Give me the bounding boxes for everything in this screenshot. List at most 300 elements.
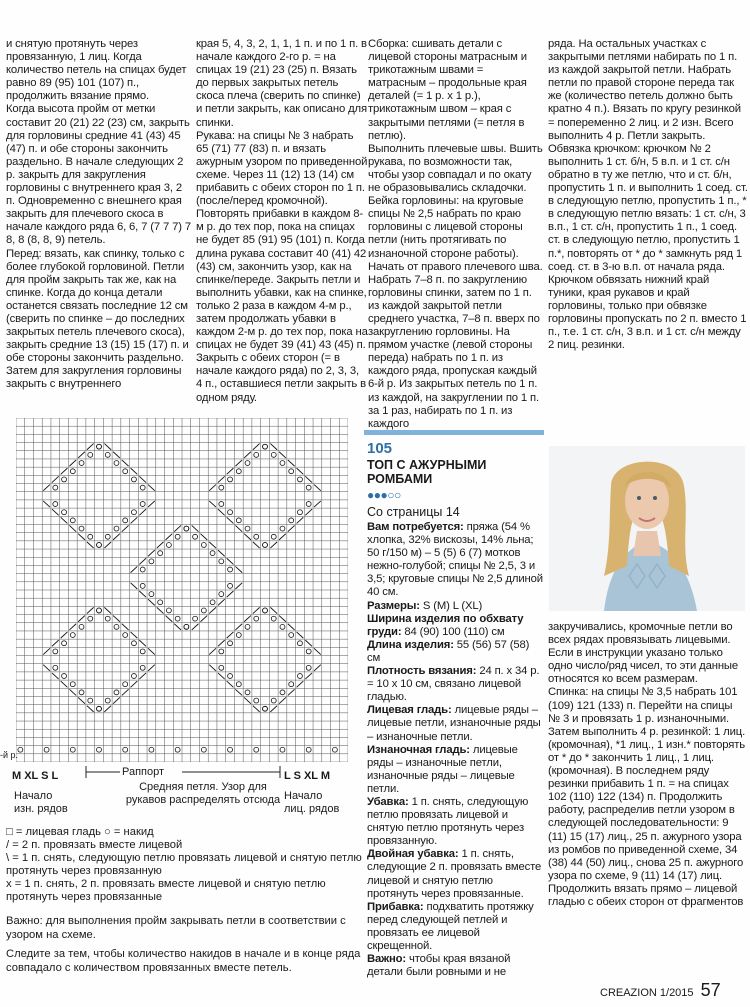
yarn-over-symbol	[62, 641, 67, 646]
k2tog-symbol	[148, 501, 155, 507]
yarn-over-symbol	[306, 485, 311, 490]
ssk-symbol	[61, 681, 68, 687]
k2tog-symbol	[131, 681, 138, 687]
important-note	[6, 915, 362, 975]
yarn-over-symbol	[201, 543, 206, 548]
k2tog-symbol	[305, 673, 312, 679]
yarn-over-symbol	[306, 649, 311, 654]
column-2	[196, 38, 368, 405]
yarn-over-symbol	[289, 633, 294, 638]
yarn-over-symbol	[175, 747, 180, 752]
spec-line	[367, 613, 543, 639]
yarn-over-symbol	[158, 600, 163, 605]
ssk-symbol	[78, 697, 85, 703]
ssk-symbol	[314, 485, 321, 491]
ssk-symbol	[131, 632, 138, 638]
page-footer	[600, 980, 721, 1001]
k2tog-symbol	[87, 607, 94, 613]
ssk-symbol	[122, 624, 129, 630]
ssk-symbol	[288, 624, 295, 630]
yarn-over-symbol	[44, 747, 49, 752]
spec-line	[367, 639, 543, 665]
paragraph: Если в инструкции указано только одно число/ряд чисел, то эти данные относятся ко всем размерам.	[548, 647, 739, 686]
yarn-over-symbol	[228, 567, 233, 572]
ssk-symbol	[122, 460, 129, 466]
ssk-symbol	[288, 460, 295, 466]
paragraph: Обвязка крючком: крючком № 2 выполнить 1 ст. б/н, 5 в.п. и 1 ст. с/н обратно в ту же петлю, что и ст. б/н, пропустить 1 п. и выполнить 1 соед. ст. в следующую петлю, пропустить 1 п., * в следующую петлю вязать: 1 ст. с/н, 3 в.п., 1 ст. с/н, пропустить 1 п., 1 соед. ст. в следующую петлю, пропустить 1 п.*, повторять от * до * замкнуть ряд 1 соед. ст. в 3-ю в.п. от начала ряда. Крючком обвязать нижний край туники, края рукавов и край горловины, только при обвязке горловины пропускать по 2 п. вместо 1 п., т.е. 1 ст. с/н, 3 в.п. и 1 ст. с/н между 2 пиц. резинки.	[548, 142, 748, 352]
yarn-over-symbol	[280, 747, 285, 752]
legend-item: x = 1 п. снять, 2 п. провязать вместе лицевой и снятую петлю протянуть через провязанные	[6, 878, 326, 903]
yarn-over-symbol	[280, 526, 285, 531]
yarn-over-symbol	[201, 608, 206, 613]
ssk-symbol	[87, 706, 94, 712]
k2tog-symbol	[113, 534, 120, 540]
yarn-over-symbol	[289, 469, 294, 474]
paragraph: ряда. На остальных участках с закрытыми петлями набирать по 1 п. из каждой закрытой петли. Набрать петли по правой стороне переда так же (количество петель должно быть кратно 4 п.). Вязать по кругу резинкой = попеременно 2 лиц. и 2 изн. Всего выполнить 4 р. Петли закрыть.	[548, 38, 741, 142]
ssk-symbol	[69, 525, 76, 531]
note-line: Важно: для выполнения пройм закрывать петли в соответствии с узором на схеме.	[6, 915, 346, 941]
yarn-over-symbol	[140, 567, 145, 572]
yarn-over-symbol	[289, 518, 294, 523]
pattern-number: 105	[367, 440, 393, 457]
k2tog-symbol	[148, 665, 155, 671]
yarn-over-symbol	[263, 444, 268, 449]
yarn-over-symbol	[254, 452, 259, 457]
size-letters-left: M XL S L	[12, 770, 59, 782]
k2tog-symbol	[314, 501, 321, 507]
yarn-over-symbol	[114, 461, 119, 466]
repeat-label: Раппорт	[122, 766, 165, 778]
yarn-over-symbol	[149, 559, 154, 564]
ssk-symbol	[104, 444, 111, 450]
spec-text: 1 п. снять, следующую петлю провязать лицевой и снятую петлю протянуть через провязанную.	[367, 795, 529, 848]
spec-line	[367, 665, 543, 704]
yarn-over-symbol	[88, 616, 93, 621]
k2tog-symbol	[87, 444, 94, 450]
chart-legend	[6, 826, 362, 904]
yarn-over-symbol	[79, 624, 84, 629]
ssk-symbol	[305, 640, 312, 646]
yarn-over-symbol	[280, 690, 285, 695]
yarn-over-symbol	[306, 747, 311, 752]
ssk-symbol	[148, 648, 155, 654]
k2tog-symbol	[227, 632, 234, 638]
legend-item: □ = лицевая гладь ○ = накид	[6, 826, 154, 838]
yarn-over-symbol	[97, 543, 102, 548]
k2tog-symbol	[78, 616, 85, 622]
yarn-over-symbol	[70, 747, 75, 752]
pattern-title: ТОП С АЖУРНЫМИ РОМБАМИ	[367, 458, 487, 486]
ssk-symbol	[227, 517, 234, 523]
k2tog-symbol	[61, 632, 68, 638]
yarn-over-symbol	[228, 477, 233, 482]
paragraph: края 5, 4, 3, 2, 1, 1, 1 п. и по 1 п. в начале каждого 2-го р. = на спицах 19 (21) 23 (25) п. Вязать до первых закрытых петель скоса плеча (сверить по спинке) и петли закрыть, как описано для спинки.	[196, 38, 367, 129]
yarn-over-symbol	[97, 608, 102, 613]
ssk-symbol	[43, 665, 50, 671]
yarn-over-symbol	[105, 698, 110, 703]
k2tog-symbol	[227, 591, 234, 597]
yarn-over-symbol	[271, 534, 276, 539]
ssk-symbol	[52, 673, 59, 679]
yarn-over-symbol	[79, 526, 84, 531]
yarn-over-symbol	[53, 502, 58, 507]
yarn-over-symbol	[254, 747, 259, 752]
yarn-over-symbol	[70, 469, 75, 474]
ssk-symbol	[270, 607, 277, 613]
k2tog-symbol	[314, 665, 321, 671]
model-photo	[549, 446, 745, 611]
ssk-symbol	[192, 525, 199, 531]
k2tog-symbol	[131, 566, 138, 572]
k2tog-symbol	[52, 640, 59, 646]
yarn-over-symbol	[140, 502, 145, 507]
ssk-symbol	[174, 624, 181, 630]
magazine-issue: CREAZION 1/2015	[600, 987, 694, 999]
spec-heading: Прибавка:	[367, 900, 424, 913]
yarn-over-symbol	[149, 592, 154, 597]
yarn-over-symbol	[70, 633, 75, 638]
yarn-over-symbol	[140, 665, 145, 670]
yarn-over-symbol	[175, 616, 180, 621]
yarn-over-symbol	[140, 485, 145, 490]
yarn-over-symbol	[70, 682, 75, 687]
spec-text: пряжа (54 % хлопка, 32% вискозы, 14% льна; 50 г/150 м) – 5 (5) 6 (7) мотков нежно-голубой; спицы № 2,5, 3 и 3,5; круговые спицы № 2,5 длиной 40 см.	[367, 521, 543, 599]
spec-text: 1 п. снять, следующие 2 п. провязать вместе лицевой и снятую петлю протянуть через провязанные.	[367, 848, 542, 900]
spec-heading: Вам потребуется:	[367, 521, 464, 533]
column-1	[6, 38, 192, 392]
ssk-symbol	[209, 501, 216, 507]
spec-text: чтобы края вязаной детали были ровными и не	[367, 953, 511, 979]
ssk-symbol	[87, 542, 94, 548]
spec-line	[367, 521, 543, 600]
spec-heading: Двойная убавка:	[367, 848, 459, 861]
ssk-symbol	[235, 566, 242, 572]
yarn-over-symbol	[53, 665, 58, 670]
yarn-over-symbol	[271, 452, 276, 457]
yarn-over-symbol	[62, 510, 67, 515]
k2tog-symbol	[218, 476, 225, 482]
yarn-over-symbol	[228, 641, 233, 646]
k2tog-symbol	[297, 517, 304, 523]
column-4-lower	[548, 621, 746, 909]
yarn-over-symbol	[219, 559, 224, 564]
k2tog-symbol	[209, 607, 216, 613]
spec-text: 24 п. х 34 р. = 10 х 10 см, связано лицевой гладью.	[367, 665, 540, 704]
k2tog-symbol	[122, 525, 129, 531]
ssk-symbol	[139, 640, 146, 646]
source-reference: Со страницы 14	[367, 505, 460, 519]
k2tog-symbol	[279, 697, 286, 703]
yarn-over-symbol	[175, 534, 180, 539]
section-divider	[364, 430, 544, 435]
yarn-over-symbol	[123, 747, 128, 752]
page-number: 57	[700, 980, 721, 1000]
yarn-over-symbol	[298, 477, 303, 482]
yarn-over-symbol	[210, 600, 215, 605]
ssk-symbol	[200, 534, 207, 540]
ssk-symbol	[139, 591, 146, 597]
k2tog-symbol	[218, 599, 225, 605]
difficulty-rating: ●●●○○	[367, 488, 401, 502]
yarn-over-symbol	[271, 616, 276, 621]
k2tog-symbol	[52, 476, 59, 482]
ssk-symbol	[305, 476, 312, 482]
k2tog-symbol	[235, 460, 242, 466]
yarn-over-symbol	[219, 649, 224, 654]
yarn-over-symbol	[53, 485, 58, 490]
spec-line	[367, 600, 543, 613]
chart-grid	[16, 418, 348, 762]
yarn-over-symbol	[62, 674, 67, 679]
k2tog-symbol	[235, 583, 242, 589]
yarn-over-symbol	[228, 674, 233, 679]
k2tog-symbol	[297, 681, 304, 687]
yarn-over-symbol	[193, 534, 198, 539]
yarn-over-symbol	[236, 469, 241, 474]
ssk-symbol	[244, 697, 251, 703]
start-wrong-rows-label: Начало изн. рядов	[14, 790, 68, 815]
spec-text: лицевые ряды – лицевые петли, изнаночные ряды – изнаночные петли.	[367, 704, 541, 743]
k2tog-symbol	[78, 452, 85, 458]
k2tog-symbol	[61, 468, 68, 474]
yarn-over-symbol	[219, 592, 224, 597]
yarn-over-symbol	[219, 665, 224, 670]
spec-line	[367, 953, 543, 979]
yarn-over-symbol	[97, 747, 102, 752]
yarn-over-symbol	[219, 502, 224, 507]
yarn-over-symbol	[105, 616, 110, 621]
yarn-over-symbol	[149, 747, 154, 752]
ssk-symbol	[131, 468, 138, 474]
k2tog-symbol	[166, 534, 173, 540]
k2tog-symbol	[253, 444, 260, 450]
spec-line	[367, 744, 543, 796]
yarn-over-symbol	[263, 706, 268, 711]
yarn-over-symbol	[254, 534, 259, 539]
yarn-over-symbol	[332, 747, 337, 752]
yarn-over-symbol	[140, 649, 145, 654]
yarn-over-symbol	[219, 485, 224, 490]
k2tog-symbol	[174, 525, 181, 531]
yarn-over-symbol	[245, 624, 250, 629]
ssk-symbol	[209, 665, 216, 671]
spec-line	[367, 796, 543, 848]
yarn-over-symbol	[236, 633, 241, 638]
k2tog-symbol	[235, 624, 242, 630]
yarn-over-symbol	[289, 682, 294, 687]
yarn-over-symbol	[79, 690, 84, 695]
yarn-over-symbol	[228, 583, 233, 588]
yarn-over-symbol	[184, 624, 189, 629]
spec-text: 84 (90) 100 (110) см	[401, 625, 505, 638]
k2tog-symbol	[244, 452, 251, 458]
paragraph: Сборка: сшивать детали с лицевой стороны матрасным и трикотажным швами = матрасным – продольные края деталей (= 1 р. х 1 р.), трикотажным швом – края с закрытыми петлями (= петля в петлю).	[368, 38, 527, 142]
yarn-over-symbol	[228, 510, 233, 515]
paragraph: и снятую протянуть через провязанную, 1 лиц. Когда количество петель на спицах будет равно 89 (95) 101 (107) п., продолжить вязание прямо.	[6, 38, 187, 103]
yarn-over-symbol	[228, 747, 233, 752]
ssk-symbol	[227, 681, 234, 687]
legend-item: \ = 1 п. снять, следующую петлю провязать лицевой и снятую петлю протянуть через провязанную	[6, 852, 362, 877]
ssk-symbol	[279, 616, 286, 622]
yarn-over-symbol	[105, 452, 110, 457]
spec-heading: Важно:	[367, 953, 407, 966]
woman-portrait-image	[549, 446, 745, 611]
yarn-over-symbol	[123, 682, 128, 687]
ssk-symbol	[139, 476, 146, 482]
yarn-over-symbol	[245, 461, 250, 466]
spec-text: лицевые ряды – изнаночные петли, изнаночные ряды – лицевые петли.	[367, 743, 518, 795]
yarn-over-symbol	[123, 518, 128, 523]
yarn-over-symbol	[88, 534, 93, 539]
ssk-symbol	[244, 534, 251, 540]
spec-line	[367, 901, 543, 953]
yarn-over-symbol	[254, 698, 259, 703]
materials-section	[367, 521, 543, 979]
k2tog-symbol	[279, 534, 286, 540]
k2tog-symbol	[157, 542, 164, 548]
paragraph: Перед: вязать, как спинку, только с более глубокой горловиной. Петли для пройм закрыть так же, как на спинке. Когда до конца детали останется связать последние 12 см (сверить по спинке – до последних закрытых петель плечевого скоса), закрыть средние 13 (15) 15 (17) п. и обе стороны закончить раздельно. Затем для закругления горловины закрыть с внутреннего	[6, 247, 189, 391]
yarn-over-symbol	[132, 477, 137, 482]
paragraph: закручивались, кромочные петли во всех рядах провязывать лицевыми.	[548, 621, 733, 647]
spec-heading: Длина изделия:	[367, 638, 454, 651]
ssk-symbol	[113, 616, 120, 622]
k2tog-symbol	[69, 460, 76, 466]
yarn-over-symbol	[70, 518, 75, 523]
yarn-over-symbol	[245, 690, 250, 695]
ssk-symbol	[218, 550, 225, 556]
k2tog-symbol	[253, 607, 260, 613]
k2tog-symbol	[227, 468, 234, 474]
yarn-over-symbol	[105, 534, 110, 539]
ssk-symbol	[279, 452, 286, 458]
yarn-over-symbol	[18, 747, 23, 752]
paragraph: Выполнить плечевые швы. Вшить рукава, по возможности так, чтобы узор совпадал и по окату не образовывались складочки.	[368, 142, 543, 195]
yarn-over-symbol	[298, 674, 303, 679]
yarn-over-symbol	[132, 674, 137, 679]
yarn-over-symbol	[53, 649, 58, 654]
ssk-symbol	[69, 689, 76, 695]
yarn-over-symbol	[114, 526, 119, 531]
paragraph: Рукава: на спицы № 3 набрать 65 (71) 77 (83) п. и вязать ажурным узором по приведенной схеме. Через 11 (12) 13 (14) см прибавить с обеих сторон по 1 п. (после/перед кромочной). Повторять прибавки в каждом 8-м р. до тех пор, пока на спицах не будет 85 (91) 95 (101) п. Когда длина рукава составит 40 (41) 42 (43) см, закончить узор, как на спинке/переде. Закрыть петли и выполнить убавки, как на спинке, только 2 раза в каждом 4-м р., затем продолжать убавки в каждом 2-м р. до тех пор, пока на спицах не будет 39 (41) 43 (45) п. Закрыть с обеих сторон (= в начале каждого ряда) по 2, 3, 3, 4 п., оставшиеся петли закрыть в одном ряду.	[196, 129, 368, 404]
ssk-symbol	[43, 501, 50, 507]
spec-heading: Изнаночная гладь:	[367, 743, 470, 756]
yarn-over-symbol	[97, 444, 102, 449]
yarn-over-symbol	[263, 608, 268, 613]
ssk-symbol	[314, 648, 321, 654]
k2tog-symbol	[244, 616, 251, 622]
start-right-rows-label: Начало лиц. рядов	[284, 790, 340, 815]
ssk-symbol	[131, 583, 138, 589]
ssk-symbol	[148, 599, 155, 605]
yarn-over-symbol	[79, 461, 84, 466]
ssk-symbol	[235, 689, 242, 695]
k2tog-symbol	[209, 648, 216, 654]
ssk-symbol	[209, 542, 216, 548]
yarn-over-symbol	[123, 633, 128, 638]
ssk-symbol	[297, 632, 304, 638]
yarn-over-symbol	[166, 608, 171, 613]
yarn-over-symbol	[97, 706, 102, 711]
paragraph: Бейка горловины: на круговые спицы № 2,5 набрать по краю горловины с лицевой стороны петли (нить протягивать по изнаночной стороне работы). Начать от правого плечевого шва. Набрать 7–8 п. по закруглению горловины спинки, затем по 1 п. из каждой закрытой петли среднего участка, 7–8 п. вверх по закруглению горловины. На прямом участке (левой стороны переда) набрать по 1 п. из каждого ряда, пропуская каждый 6-й р. Из закрытых петель по 1 п. из каждой, на закруглении по 1 п. за 1 раз, набирать по 1 п. из каждого	[368, 195, 543, 430]
paragraph: Когда высота пройм от метки составит 20 (21) 22 (23) см, закрыть для горловины средние 41 (43) 45 (47) п. и обе стороны закончить раздельно. В начале следующих 2 р. закрыть для закругления горловины с внутреннего края 3, 2 п. Одновременно с внешнего края закрыть для плечевого скоса в начале каждого ряда 6, 6, 7 (7 7 7) 7 8, 8 (8, 8, 9) петель.	[6, 103, 192, 247]
k2tog-symbol	[200, 616, 207, 622]
yarn-over-symbol	[306, 502, 311, 507]
yarn-over-symbol	[236, 518, 241, 523]
spec-line	[367, 848, 543, 900]
yarn-over-symbol	[132, 641, 137, 646]
spec-heading: Убавка:	[367, 795, 409, 808]
yarn-over-symbol	[245, 526, 250, 531]
k2tog-symbol	[270, 542, 277, 548]
k2tog-symbol	[139, 673, 146, 679]
ssk-symbol	[270, 444, 277, 450]
spec-heading: Ширина изделия по обхвату груди:	[367, 612, 524, 638]
spec-line	[367, 704, 543, 743]
yarn-over-symbol	[280, 461, 285, 466]
note-line: Следите за тем, чтобы количество накидов в начале и в конце ряда совпадало с количеством провязанных вместе петель.	[6, 948, 361, 974]
ssk-symbol	[218, 673, 225, 679]
spec-heading: Размеры:	[367, 599, 420, 612]
yarn-over-symbol	[306, 665, 311, 670]
ssk-symbol	[157, 607, 164, 613]
paragraph: Спинка: на спицы № 3,5 набрать 101 (109) 121 (133) п. Перейти на спицы № 3 и провязать 1 р. изнаночными. Затем выполнить 4 р. резинкой: 1 лиц. (кромочная), *1 лиц., 1 изн.* повторять от * до * закончить 1 лиц., 1 лиц. (кромочная). В последнем ряду резинки прибавить 1 п. = на спицах 102 (110) 122 (134) п. Продолжить работу, распределив петли узором в следующей последовательности: 9 (11) 15 (17) лиц., 25 п. ажурного узора из ромбов по приведенной схеме, 34 (38) 44 (50) лиц., снова 25 п. ажурного узора по схеме, 9 (11) 14 (17) лиц. Продолжить вязать прямо – лицевой гладью с обеих сторон от фрагментов	[548, 686, 746, 908]
yarn-over-symbol	[298, 641, 303, 646]
k2tog-symbol	[122, 689, 129, 695]
yarn-over-symbol	[263, 543, 268, 548]
yarn-over-symbol	[166, 543, 171, 548]
spec-text: 55 (56) 57 (58) см	[367, 638, 530, 664]
k2tog-symbol	[209, 485, 216, 491]
k2tog-symbol	[43, 648, 50, 654]
spec-text: подхватить протяжку перед следующей петлей и провязать ее лицевой скрещенной.	[367, 900, 534, 952]
size-letters-right: L S XL M	[284, 770, 331, 782]
k2tog-symbol	[139, 509, 146, 515]
yarn-over-symbol	[184, 526, 189, 531]
spec-heading: Лицевая гладь:	[367, 704, 452, 717]
k2tog-symbol	[131, 517, 138, 523]
ssk-symbol	[235, 525, 242, 531]
yarn-over-symbol	[114, 624, 119, 629]
ssk-symbol	[104, 607, 111, 613]
k2tog-symbol	[113, 697, 120, 703]
knitting-chart	[16, 418, 348, 762]
ssk-symbol	[253, 706, 260, 712]
k2tog-symbol	[148, 550, 155, 556]
ssk-symbol	[297, 468, 304, 474]
k2tog-symbol	[288, 525, 295, 531]
yarn-over-symbol	[236, 682, 241, 687]
column-3	[368, 38, 544, 431]
yarn-over-symbol	[298, 510, 303, 515]
k2tog-symbol	[270, 706, 277, 712]
ssk-symbol	[166, 616, 173, 622]
k2tog-symbol	[43, 485, 50, 491]
spec-text: S (M) L (XL)	[419, 599, 483, 612]
yarn-over-symbol	[140, 583, 145, 588]
yarn-over-symbol	[123, 469, 128, 474]
yarn-over-symbol	[88, 698, 93, 703]
ssk-symbol	[61, 517, 68, 523]
k2tog-symbol	[288, 689, 295, 695]
middle-stitch-label: Средняя петля. Узор для рукавов распределять отсюда	[125, 781, 281, 806]
k2tog-symbol	[305, 509, 312, 515]
yarn-over-symbol	[280, 624, 285, 629]
column-4	[548, 38, 748, 352]
ssk-symbol	[148, 485, 155, 491]
yarn-over-symbol	[158, 551, 163, 556]
spec-heading: Плотность вязания:	[367, 665, 477, 678]
ssk-symbol	[78, 534, 85, 540]
